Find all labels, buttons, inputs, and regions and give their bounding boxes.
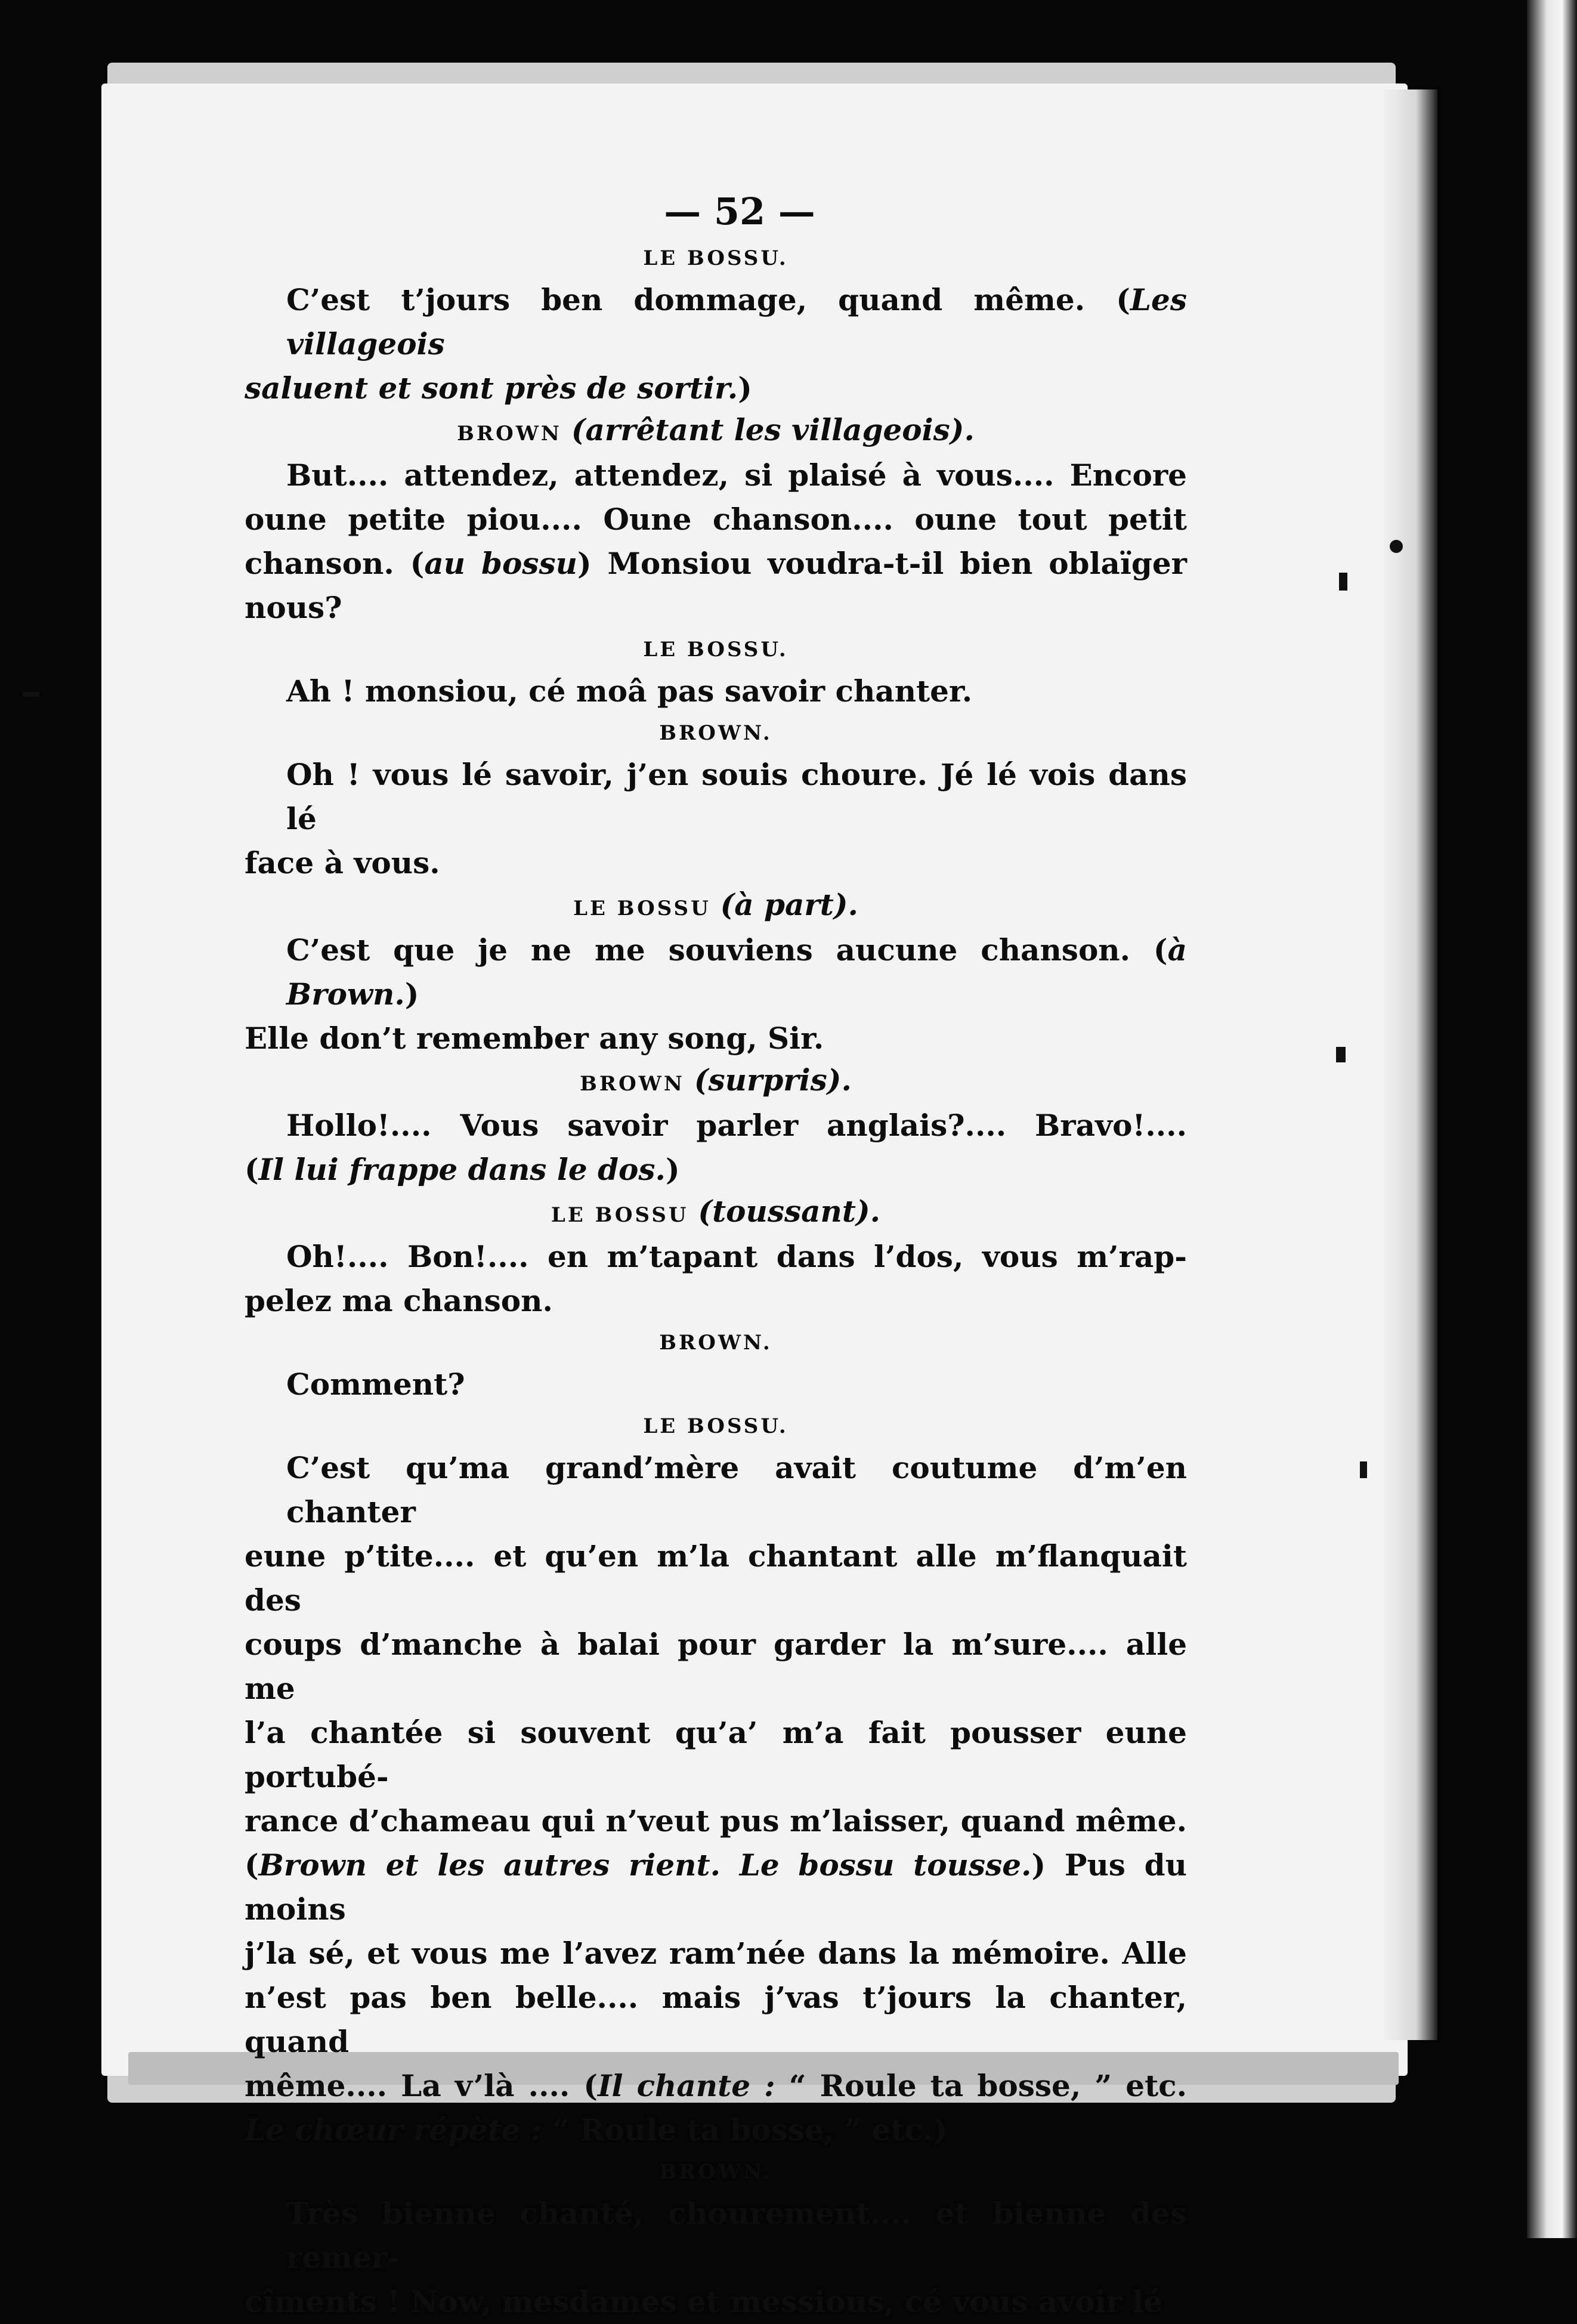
- text-line: l’a chantée si souvent qu’a’ m’a fait pousser eune portubé-: [245, 1715, 1187, 1794]
- page-number: — 52 —: [664, 190, 815, 233]
- speaker-heading: [245, 1192, 1187, 1235]
- speaker-name: LE BOSSU.: [643, 638, 789, 662]
- speaker-name: BROWN.: [659, 2160, 772, 2184]
- italic-direction: Brown et les autres rient. Le bossu tousse.: [258, 1847, 1032, 1883]
- speaker-name: LE BOSSU: [551, 1203, 689, 1227]
- italic-direction: Il chante :: [598, 2068, 775, 2103]
- text-line: Très bienne chanté, chourement.... et bienne des remer-: [286, 2196, 1187, 2275]
- speaker-heading: [245, 239, 1187, 278]
- text-line: pelez ma chanson.: [245, 1283, 553, 1318]
- speaker-name: BROWN.: [659, 721, 772, 745]
- text-line: rance d’chameau qui n’veut pus m’laisser, quand même.: [245, 1803, 1187, 1838]
- speaker-heading: [245, 2152, 1187, 2192]
- italic-direction: saluent et sont près de sortir.: [245, 370, 738, 406]
- text-line: n’est pas ben belle.... mais j’vas t’jours la chanter, quand: [245, 1980, 1187, 2059]
- ink-speck: [1390, 540, 1403, 553]
- stage-direction: (toussant).: [698, 1194, 881, 1229]
- text-line: (Il lui frappe dans le dos.): [245, 1152, 680, 1187]
- ink-speck: [1339, 573, 1347, 591]
- speaker-heading: [245, 885, 1187, 928]
- text-line: Le chœur répète : “ Roule ta bosse, ” etc.): [245, 2112, 948, 2147]
- text-line: même.... La v’là .... (Il chante : “ Roule ta bosse, ” etc.: [245, 2068, 1188, 2103]
- text-line: But.... attendez, attendez, si plaisé à vous.... Encore: [286, 458, 1187, 493]
- speaker-heading: [245, 1061, 1187, 1104]
- text-line: coups d’manche à balai pour garder la m’sure.... alle me: [245, 1627, 1187, 1706]
- text-line: saluent et sont près de sortir.): [245, 370, 752, 406]
- speaker-heading: [245, 630, 1187, 669]
- speaker-heading: [245, 1323, 1187, 1362]
- page-right-edge: [1384, 89, 1437, 2040]
- dialogue-paragraph: [245, 669, 1187, 713]
- italic-direction: Les villageois: [286, 282, 1187, 361]
- text-line: j’la sé, et vous me l’avez ram’née dans la mémoire. Alle: [245, 1936, 1187, 1971]
- page-text: [245, 185, 1187, 2324]
- text-line: C’est qu’ma grand’mère avait coutume d’m’en chanter: [286, 1450, 1187, 1529]
- ink-speck: [1360, 1461, 1367, 1478]
- text-line: oune petite piou.... Oune chanson.... oune tout petit: [245, 502, 1187, 537]
- dialogue-paragraph: [245, 1362, 1187, 1407]
- speaker-heading: [245, 1407, 1187, 1446]
- speaker-name: LE BOSSU: [573, 897, 711, 920]
- text-line: chanson. (au bossu) Monsiou voudra-t-il bien oblaïger nous?: [245, 546, 1188, 625]
- text-line: Elle don’t remember any song, Sir.: [245, 1021, 824, 1056]
- speaker-heading: [245, 713, 1187, 753]
- text-line: (Brown et les autres rient. Le bossu tousse.) Pus du moins: [245, 1847, 1187, 1927]
- speaker-name: LE BOSSU.: [643, 246, 789, 270]
- text-line: Oh!.... Bon!.... en m’tapant dans l’dos, vous m’rap-: [286, 1239, 1187, 1274]
- speaker-name: BROWN.: [659, 1331, 772, 1355]
- text-line: Hollo!.... Vous savoir parler anglais?.... Bravo!....: [286, 1108, 1187, 1143]
- stage-direction: (arrêtant les villageois).: [571, 412, 975, 447]
- dialogue-paragraph: [245, 1446, 1187, 2152]
- stage-direction: (à part).: [720, 887, 858, 922]
- ink-speck: [1336, 1047, 1346, 1062]
- text-line: Oh ! vous lé savoir, j’en souis choure. Jé lé vois dans lé: [286, 757, 1187, 836]
- text-line: face à vous.: [245, 845, 440, 880]
- speaker-name: LE BOSSU.: [643, 1414, 789, 1438]
- text-line: cîments ! Now, mesdames et messious, cé vous avoir lé: [245, 2284, 1163, 2319]
- dialogue-paragraph: [245, 1104, 1187, 1192]
- italic-direction: au bossu: [424, 546, 577, 581]
- italic-direction: à Brown.: [286, 932, 1187, 1012]
- italic-direction: Le chœur répète :: [245, 2112, 542, 2147]
- dialogue-content: [245, 239, 1187, 2324]
- dialogue-paragraph: [245, 1235, 1187, 1323]
- text-line: C’est que je ne me souviens aucune chanson. (à Brown.): [286, 932, 1187, 1012]
- ink-speck: [23, 692, 39, 697]
- stage-direction: (surpris).: [694, 1062, 852, 1098]
- text-line: C’est t’jours ben dommage, quand même. (Les villageois: [286, 282, 1187, 361]
- speaker-name: BROWN: [457, 422, 562, 446]
- text-line: Ah ! monsiou, cé moâ pas savoir chanter.: [286, 673, 973, 709]
- italic-direction: Il lui frappe dans le dos.: [258, 1152, 666, 1187]
- dialogue-paragraph: [245, 753, 1187, 885]
- speaker-heading: [245, 410, 1187, 453]
- speaker-name: BROWN: [580, 1072, 685, 1096]
- facing-page-edge: [1527, 0, 1577, 2238]
- dialogue-paragraph: [245, 2192, 1187, 2324]
- dialogue-paragraph: [245, 928, 1187, 1061]
- text-line: Comment?: [286, 1367, 465, 1402]
- dialogue-paragraph: [245, 278, 1187, 410]
- dialogue-paragraph: [245, 453, 1187, 630]
- text-line: eune p’tite.... et qu’en m’la chantant alle m’flanquait des: [245, 1538, 1187, 1618]
